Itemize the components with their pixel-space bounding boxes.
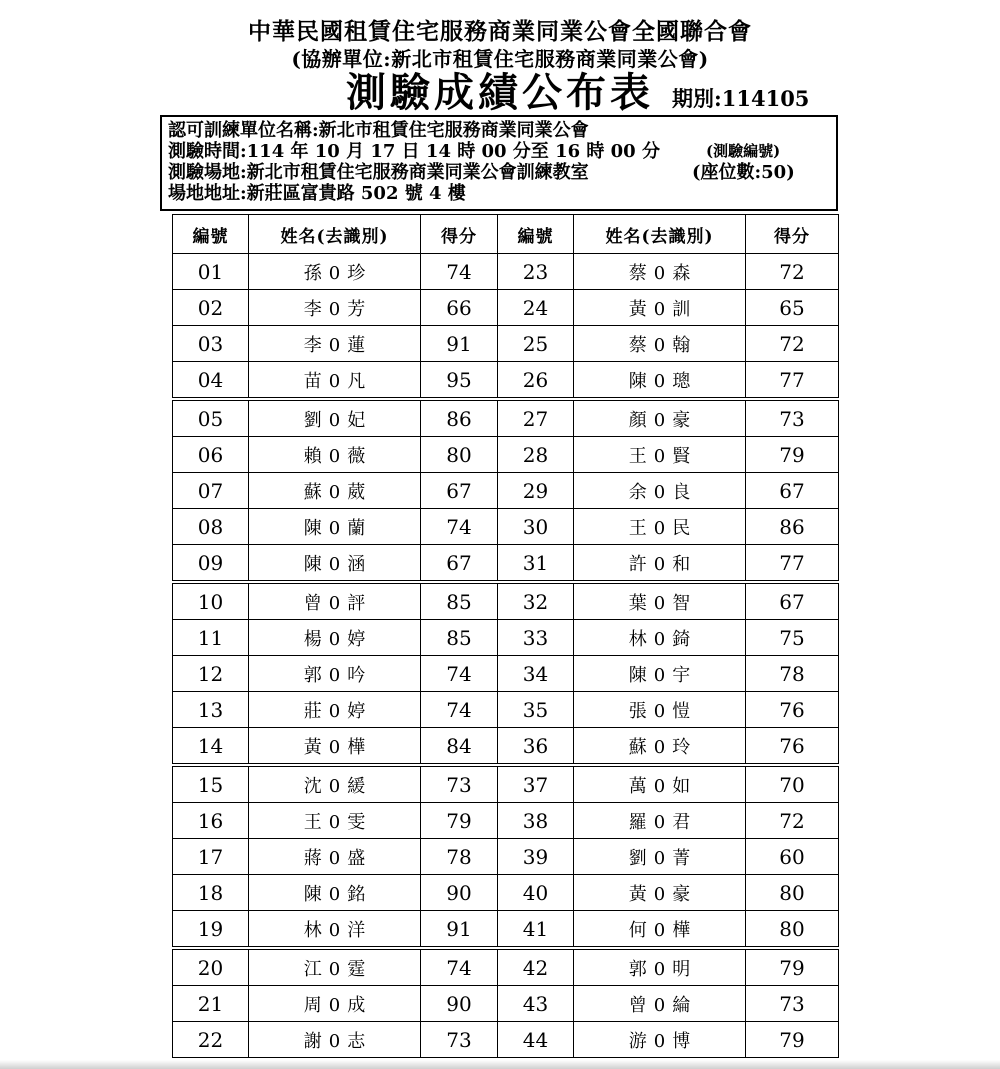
student-no-cell: 17 [173, 839, 249, 875]
student-name-cell: 劉0妃 [249, 399, 421, 437]
table-row [173, 399, 839, 437]
student-no-cell: 10 [173, 582, 249, 620]
table-row [173, 1022, 839, 1058]
federation-title: 中華民國租賃住宅服務商業同業公會全國聯合會 [248, 18, 752, 45]
score-cell: 70 [746, 765, 839, 803]
student-no-cell: 26 [498, 362, 574, 400]
training-unit-text: 認可訓練單位名稱:新北市租賃住宅服務商業同業公會 [168, 120, 589, 141]
seat-count-note: (座位數:50) [692, 162, 795, 183]
student-name-cell: 黃0樺 [249, 728, 421, 766]
student-name-cell: 黃0訓 [574, 290, 746, 326]
score-cell: 80 [746, 911, 839, 949]
table-row [173, 803, 839, 839]
student-no-cell: 05 [173, 399, 249, 437]
score-cell: 72 [746, 803, 839, 839]
score-cell: 76 [746, 692, 839, 728]
student-no-cell: 09 [173, 545, 249, 583]
student-name-cell: 曾0評 [249, 582, 421, 620]
table-row [173, 765, 839, 803]
student-no-cell: 03 [173, 326, 249, 362]
student-name-cell: 萬0如 [574, 765, 746, 803]
score-cell: 80 [421, 437, 498, 473]
student-name-cell: 顏0豪 [574, 399, 746, 437]
score-cell: 74 [421, 948, 498, 986]
score-cell: 75 [746, 620, 839, 656]
student-name-cell: 劉0菁 [574, 839, 746, 875]
student-no-cell: 28 [498, 437, 574, 473]
column-header: 姓名(去識別) [574, 215, 746, 254]
student-no-cell: 21 [173, 986, 249, 1022]
score-cell: 85 [421, 582, 498, 620]
student-no-cell: 38 [498, 803, 574, 839]
score-cell: 95 [421, 362, 498, 400]
page-title: 測驗成績公布表 [346, 69, 654, 116]
student-name-cell: 江0霆 [249, 948, 421, 986]
table-row [173, 254, 839, 290]
student-no-cell: 25 [498, 326, 574, 362]
student-name-cell: 苗0凡 [249, 362, 421, 400]
student-name-cell: 周0成 [249, 986, 421, 1022]
student-name-cell: 羅0君 [574, 803, 746, 839]
student-no-cell: 22 [173, 1022, 249, 1058]
table-row [173, 875, 839, 911]
student-name-cell: 謝0志 [249, 1022, 421, 1058]
student-no-cell: 31 [498, 545, 574, 583]
student-no-cell: 35 [498, 692, 574, 728]
student-name-cell: 余0良 [574, 473, 746, 509]
student-name-cell: 沈0緩 [249, 765, 421, 803]
score-cell: 77 [746, 362, 839, 400]
table-row [173, 911, 839, 949]
table-row [173, 326, 839, 362]
table-row [173, 582, 839, 620]
score-cell: 79 [746, 1022, 839, 1058]
student-no-cell: 32 [498, 582, 574, 620]
student-name-cell: 郭0明 [574, 948, 746, 986]
student-no-cell: 43 [498, 986, 574, 1022]
student-name-cell: 游0博 [574, 1022, 746, 1058]
student-name-cell: 林0錡 [574, 620, 746, 656]
exam-venue-line [168, 162, 830, 183]
co-organizer-line: (協辦單位:新北市租賃住宅服務商業同業公會) [291, 47, 709, 71]
score-cell: 73 [421, 1022, 498, 1058]
exam-info-box [160, 115, 838, 211]
student-no-cell: 08 [173, 509, 249, 545]
score-cell: 73 [421, 765, 498, 803]
student-name-cell: 蔡0森 [574, 254, 746, 290]
score-cell: 74 [421, 656, 498, 692]
student-name-cell: 郭0吟 [249, 656, 421, 692]
student-no-cell: 30 [498, 509, 574, 545]
student-no-cell: 41 [498, 911, 574, 949]
table-row [173, 728, 839, 766]
score-cell: 67 [746, 582, 839, 620]
student-name-cell: 張0愷 [574, 692, 746, 728]
table-row [173, 839, 839, 875]
student-no-cell: 40 [498, 875, 574, 911]
student-no-cell: 33 [498, 620, 574, 656]
student-no-cell: 16 [173, 803, 249, 839]
score-cell: 66 [421, 290, 498, 326]
student-no-cell: 02 [173, 290, 249, 326]
table-row [173, 986, 839, 1022]
student-no-cell: 15 [173, 765, 249, 803]
student-no-cell: 14 [173, 728, 249, 766]
period-label: 期別:114105 [672, 86, 810, 111]
exam-time-text: 測驗時間:114 年 10 月 17 日 14 時 00 分至 16 時 00 分 [168, 141, 660, 162]
training-unit-line [168, 120, 830, 141]
table-row [173, 656, 839, 692]
score-table [172, 214, 839, 1058]
student-name-cell: 王0賢 [574, 437, 746, 473]
score-cell: 90 [421, 986, 498, 1022]
table-row [173, 362, 839, 400]
exam-venue-text: 測驗場地:新北市租賃住宅服務商業同業公會訓練教室 [168, 162, 589, 183]
student-name-cell: 陳0宇 [574, 656, 746, 692]
score-cell: 76 [746, 728, 839, 766]
venue-address-line [168, 183, 830, 204]
score-cell: 86 [421, 399, 498, 437]
exam-time-line [168, 141, 830, 162]
student-no-cell: 23 [498, 254, 574, 290]
score-cell: 72 [746, 254, 839, 290]
student-name-cell: 林0洋 [249, 911, 421, 949]
score-cell: 79 [421, 803, 498, 839]
score-cell: 65 [746, 290, 839, 326]
student-no-cell: 27 [498, 399, 574, 437]
score-cell: 86 [746, 509, 839, 545]
student-no-cell: 20 [173, 948, 249, 986]
score-table-head-row [173, 215, 839, 254]
score-cell: 60 [746, 839, 839, 875]
venue-address-text: 場地地址:新莊區富貴路 502 號 4 樓 [168, 183, 466, 204]
score-cell: 78 [421, 839, 498, 875]
student-name-cell: 莊0婷 [249, 692, 421, 728]
table-row [173, 545, 839, 583]
student-name-cell: 蔣0盛 [249, 839, 421, 875]
student-name-cell: 賴0薇 [249, 437, 421, 473]
exam-number-note: (測驗編號) [706, 142, 781, 160]
student-no-cell: 19 [173, 911, 249, 949]
table-row [173, 948, 839, 986]
student-name-cell: 蔡0翰 [574, 326, 746, 362]
student-no-cell: 01 [173, 254, 249, 290]
student-no-cell: 18 [173, 875, 249, 911]
student-name-cell: 陳0涵 [249, 545, 421, 583]
student-no-cell: 42 [498, 948, 574, 986]
table-row [173, 290, 839, 326]
student-name-cell: 楊0婷 [249, 620, 421, 656]
table-row [173, 509, 839, 545]
student-name-cell: 曾0綸 [574, 986, 746, 1022]
column-header: 得分 [421, 215, 498, 254]
score-cell: 91 [421, 911, 498, 949]
student-name-cell: 李0蓮 [249, 326, 421, 362]
student-name-cell: 蘇0玲 [574, 728, 746, 766]
score-cell: 91 [421, 326, 498, 362]
page-bottom-scan-shadow [0, 1060, 1000, 1069]
student-no-cell: 24 [498, 290, 574, 326]
table-row [173, 473, 839, 509]
column-header: 得分 [746, 215, 839, 254]
column-header: 姓名(去識別) [249, 215, 421, 254]
score-cell: 67 [746, 473, 839, 509]
score-cell: 73 [746, 399, 839, 437]
student-name-cell: 何0樺 [574, 911, 746, 949]
score-cell: 74 [421, 509, 498, 545]
student-no-cell: 44 [498, 1022, 574, 1058]
score-cell: 85 [421, 620, 498, 656]
student-no-cell: 04 [173, 362, 249, 400]
table-row [173, 692, 839, 728]
column-header: 編號 [498, 215, 574, 254]
student-name-cell: 黃0豪 [574, 875, 746, 911]
student-no-cell: 07 [173, 473, 249, 509]
table-row [173, 620, 839, 656]
score-cell: 90 [421, 875, 498, 911]
student-name-cell: 葉0智 [574, 582, 746, 620]
student-no-cell: 39 [498, 839, 574, 875]
score-cell: 79 [746, 437, 839, 473]
student-no-cell: 13 [173, 692, 249, 728]
score-cell: 73 [746, 986, 839, 1022]
student-no-cell: 29 [498, 473, 574, 509]
student-name-cell: 陳0蘭 [249, 509, 421, 545]
student-name-cell: 孫0珍 [249, 254, 421, 290]
student-name-cell: 許0和 [574, 545, 746, 583]
column-header: 編號 [173, 215, 249, 254]
student-no-cell: 36 [498, 728, 574, 766]
title-row [0, 69, 1000, 116]
student-no-cell: 06 [173, 437, 249, 473]
student-name-cell: 陳0銘 [249, 875, 421, 911]
score-cell: 72 [746, 326, 839, 362]
student-no-cell: 37 [498, 765, 574, 803]
table-row [173, 437, 839, 473]
score-cell: 74 [421, 692, 498, 728]
student-name-cell: 陳0璁 [574, 362, 746, 400]
score-cell: 74 [421, 254, 498, 290]
score-cell: 77 [746, 545, 839, 583]
score-cell: 78 [746, 656, 839, 692]
score-cell: 79 [746, 948, 839, 986]
student-name-cell: 王0民 [574, 509, 746, 545]
score-cell: 84 [421, 728, 498, 766]
score-cell: 67 [421, 473, 498, 509]
student-no-cell: 11 [173, 620, 249, 656]
student-name-cell: 王0雯 [249, 803, 421, 839]
score-cell: 67 [421, 545, 498, 583]
score-cell: 80 [746, 875, 839, 911]
student-no-cell: 34 [498, 656, 574, 692]
student-name-cell: 蘇0葳 [249, 473, 421, 509]
student-name-cell: 李0芳 [249, 290, 421, 326]
student-no-cell: 12 [173, 656, 249, 692]
